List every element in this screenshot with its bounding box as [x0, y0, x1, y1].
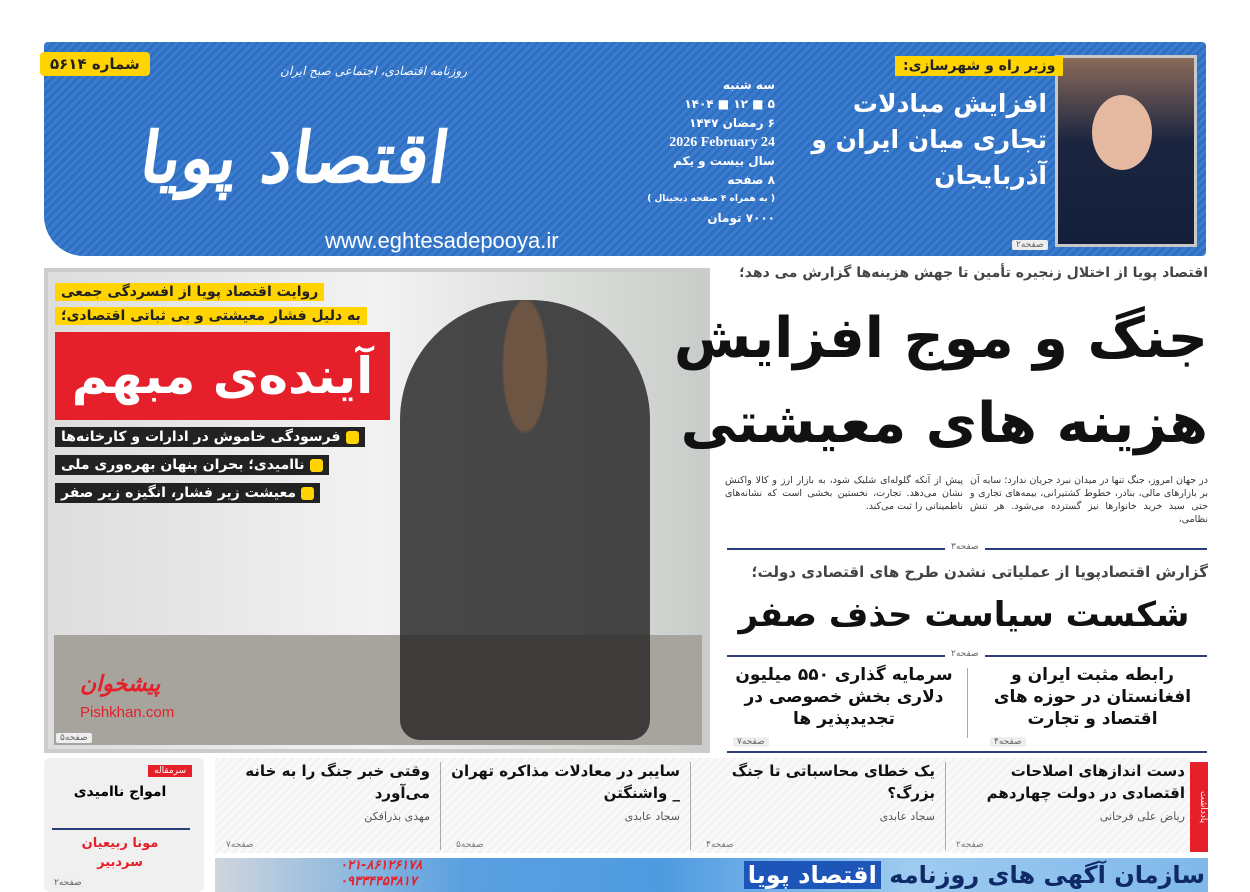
gregorian-date: 2026 February 24	[669, 135, 775, 150]
divider	[945, 762, 946, 850]
page-ref[interactable]: صفحه۲	[1012, 240, 1048, 250]
ad-title	[640, 858, 1205, 892]
column-author: ریاض علی فرحانی	[1099, 810, 1185, 823]
story-kicker: گزارش اقتصادپویا از عملیاتی نشدن طرح های اقتصادی دولت؛	[751, 563, 1208, 581]
divider	[967, 668, 968, 738]
sad-man-figure	[400, 300, 650, 740]
column-author: مهدی بذرافکن	[364, 810, 430, 823]
page-ref: صفحه۲	[956, 840, 984, 850]
column-author: سجاد عابدی	[624, 810, 680, 823]
page-ref[interactable]: صفحه۲	[50, 878, 86, 888]
feature-bullet	[55, 483, 320, 503]
page-ref[interactable]: صفحه۲	[945, 649, 985, 659]
divider	[690, 762, 691, 850]
page-ref[interactable]: صفحه۷	[733, 737, 769, 747]
column-item[interactable]	[450, 760, 680, 850]
phone: ۰۹۳۳۴۴۵۳۸۱۷	[340, 874, 417, 889]
divider	[52, 828, 190, 830]
editorial-headline: امواج ناامیدی	[73, 784, 167, 800]
editorial-author	[60, 834, 180, 872]
feature-kicker: روایت اقتصاد پویا از افسردگی جمعی	[55, 283, 324, 301]
tagline: روزنامه اقتصادی، اجتماعی صبح ایران	[280, 64, 467, 78]
bullet-icon	[301, 487, 314, 500]
divider	[440, 762, 441, 850]
page-ref[interactable]: صفحه۳	[945, 542, 985, 552]
author-name: مونا ربیعیان	[81, 836, 159, 851]
feature-kicker: به دلیل فشار معیشتی و بی ثباتی اقتصادی؛	[55, 307, 367, 325]
column-headline: وقتی خبر جنگ را به خانه می‌آورد	[245, 762, 430, 802]
bullet-text: معیشت زیر فشار، انگیزه زیر صفر	[61, 485, 297, 501]
main-story-headline[interactable]	[673, 296, 1208, 466]
column-item[interactable]	[950, 760, 1185, 850]
column-item[interactable]	[220, 760, 430, 850]
lead-text: پیش از آنکه گلوله‌ای شلیک شود، به بازار ارز و کالا واکنش نشان می‌دهد. تجارت، نخستین بخشی است که نشانه‌های ناطمینانی را ثبت می‌کند.	[725, 475, 963, 512]
bullet-icon	[346, 431, 359, 444]
page-ref: صفحه۵	[456, 840, 484, 850]
top-story-kicker: وزیر راه و شهرسازی:	[895, 56, 1063, 76]
feature-bullet	[55, 455, 329, 475]
ad-phones	[340, 858, 422, 890]
page-count: ۸ صفحه	[727, 173, 775, 187]
bullet-text: فرسودگی خاموش در ادارات و کارخانه‌ها	[61, 429, 341, 445]
digital-pages: ( به همراه ۴ صفحه دیجیتال )	[647, 194, 775, 204]
top-story-headline[interactable]: افزایش مبادلات تجاری میان ایران و آذربایجان	[811, 89, 1047, 190]
weekday: سه شنبه	[722, 78, 775, 92]
sub-story-headline[interactable]: رابطه مثبت ایران و افغانستان در حوزه های اقتصاد و تجارت	[993, 665, 1192, 729]
lead-text: در جهان امروز، جنگ تنها در میدان نبرد جریان ندارد؛ سایه آن بر بازارهای مالی، بنادر، خطوط کشتیرانی، بیمه‌های تجاری و حتی سبد خرید خانوارها نیز گسترده می‌شود. هر تنش نظامی،	[970, 475, 1208, 525]
column-author: سجاد عابدی	[879, 810, 935, 823]
notes-label: یادداشت	[1190, 762, 1208, 852]
page-ref[interactable]: صفحه۴	[990, 737, 1026, 747]
main-story-kicker: اقتصاد پویا از اختلال زنجیره تأمین تا جهش هزینه‌ها گزارش می دهد؛	[739, 265, 1208, 281]
page-ref: صفحه۴	[706, 840, 734, 850]
minister-face	[1092, 95, 1152, 170]
issue-number: شماره ۵۶۱۴	[40, 52, 150, 76]
ad-title-text: سازمان آگهی های روزنامه	[889, 861, 1205, 889]
story-headline[interactable]: شکست سیاست حذف صفر	[738, 595, 1190, 635]
price: ۷۰۰۰ تومان	[707, 211, 775, 225]
website-url[interactable]: www.eghtesadepooya.ir	[325, 228, 559, 253]
page-ref[interactable]: صفحه۵	[56, 733, 92, 743]
column-headline: یک خطای محاسباتی تا جنگ بزرگ؟	[731, 762, 935, 802]
feature-headline[interactable]: آینده‌ی مبهم	[55, 332, 390, 420]
page-ref: صفحه۷	[226, 840, 254, 850]
column-headline: دست اندازهای اصلاحات اقتصادی در دولت چهاردهم	[986, 762, 1185, 802]
bullet-text: ناامیدی؛ بحران پنهان بهره‌وری ملی	[61, 457, 305, 473]
volume-year: سال بیست و یکم	[673, 154, 775, 168]
phone: ۰۲۱-۸۶۱۲۶۱۷۸	[340, 858, 423, 873]
headline-line: هزینه های معیشتی	[680, 391, 1208, 456]
solar-date: ۵ ■ ۱۲ ■ ۱۴۰۴	[684, 97, 775, 111]
sub-story-headline[interactable]: سرمایه گذاری ۵۵۰ میلیون دلاری بخش خصوصی در تجدیدپذیر ها	[735, 665, 953, 729]
watermark-logo: پیشخوان	[80, 672, 161, 697]
ad-brand: اقتصاد پویا	[744, 861, 881, 889]
column-item[interactable]	[700, 760, 935, 850]
bullet-icon	[310, 459, 323, 472]
author-role: سردبیر	[97, 855, 143, 870]
feature-bullet	[55, 427, 365, 447]
headline-line: جنگ و موج افزایش	[673, 306, 1208, 371]
editorial-tag: سرمقاله	[148, 765, 192, 777]
lunar-date: ۶ رمضان ۱۴۴۷	[689, 116, 775, 130]
column-headline: سایبر در معادلات مذاکره تهران _ واشنگتن	[451, 762, 680, 802]
watermark-url: Pishkhan.com	[80, 704, 175, 721]
newspaper-logo: اقتصاد پویا	[135, 116, 455, 199]
divider	[727, 751, 1207, 753]
date-block	[640, 76, 775, 228]
